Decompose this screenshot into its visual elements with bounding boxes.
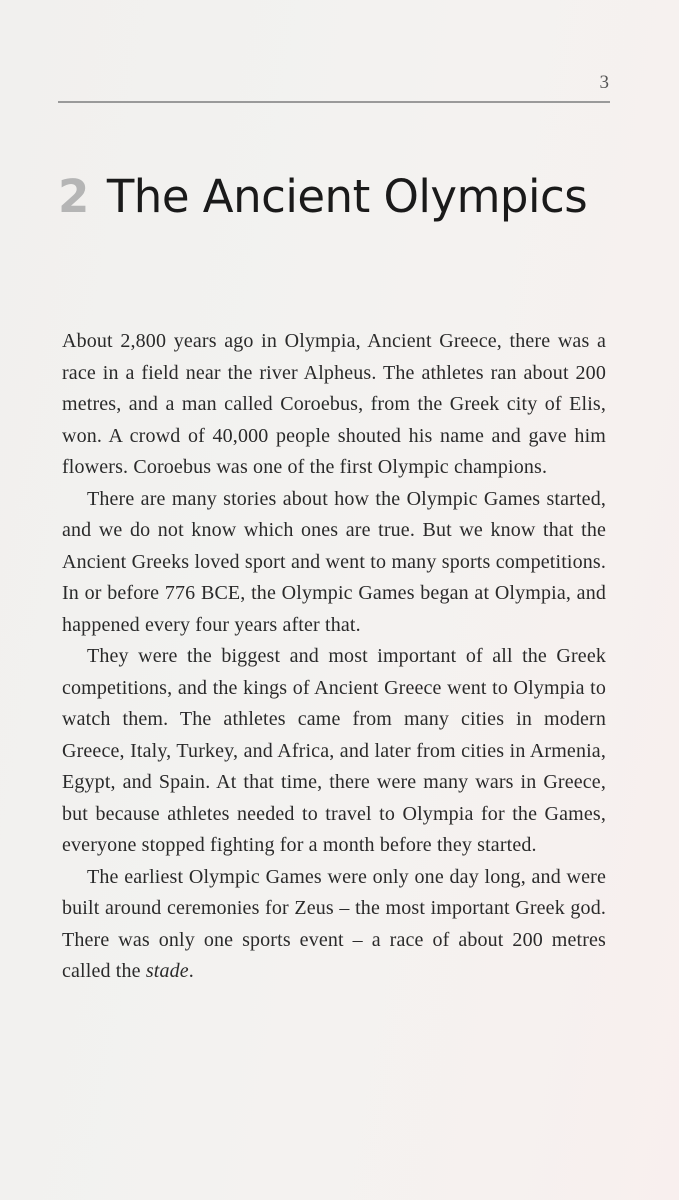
paragraph-4 — [62, 862, 606, 988]
page-number: 3 — [599, 72, 609, 93]
paragraph-2: There are many stories about how the Olympic Games started, and we do not know which ones are true. But we know that the Ancient Greeks loved sport and went to many sports competitions. In or before 776 BCE, the Olympic Games began at Olympia, and happened every four years after that. — [62, 487, 606, 636]
header-rule — [58, 101, 610, 103]
paragraph-1: About 2,800 years ago in Olympia, Ancient Greece, there was a race in a field near the river Alpheus. The athletes ran about 200 metres, and a man called Coroebus, from the Greek city of Elis, won. A crowd of 40,000 people shouted his name and gave him flowers. Coroebus was one of the first Olympic champions. — [62, 330, 606, 478]
chapter-title: The Ancient Olympics — [106, 170, 588, 223]
paragraph-3: They were the biggest and most important of all the Greek competitions, and the kings of Ancient Greece went to Olympia to watch them. The athletes came from many cities in modern Greece, Italy, Turkey, and Africa, and later from cities in Armenia, Egypt, and Spain. At that time, there were many wars in Greece, but because athletes needed to travel to Olympia for the Games, everyone stopped fighting for a month before they started. — [62, 645, 606, 856]
chapter-number: 2 — [58, 170, 89, 223]
chapter-heading — [58, 168, 618, 226]
stade-term: stade — [145, 960, 189, 982]
paragraph-4-end: . — [188, 960, 194, 982]
paragraph-4-text: The earliest Olympic Games were only one day long, and were built around ceremonies for Zeus – the most important Greek god. There was only one sports event – a race of about 200 metres called the — [62, 865, 606, 982]
chapter-body — [62, 326, 606, 988]
